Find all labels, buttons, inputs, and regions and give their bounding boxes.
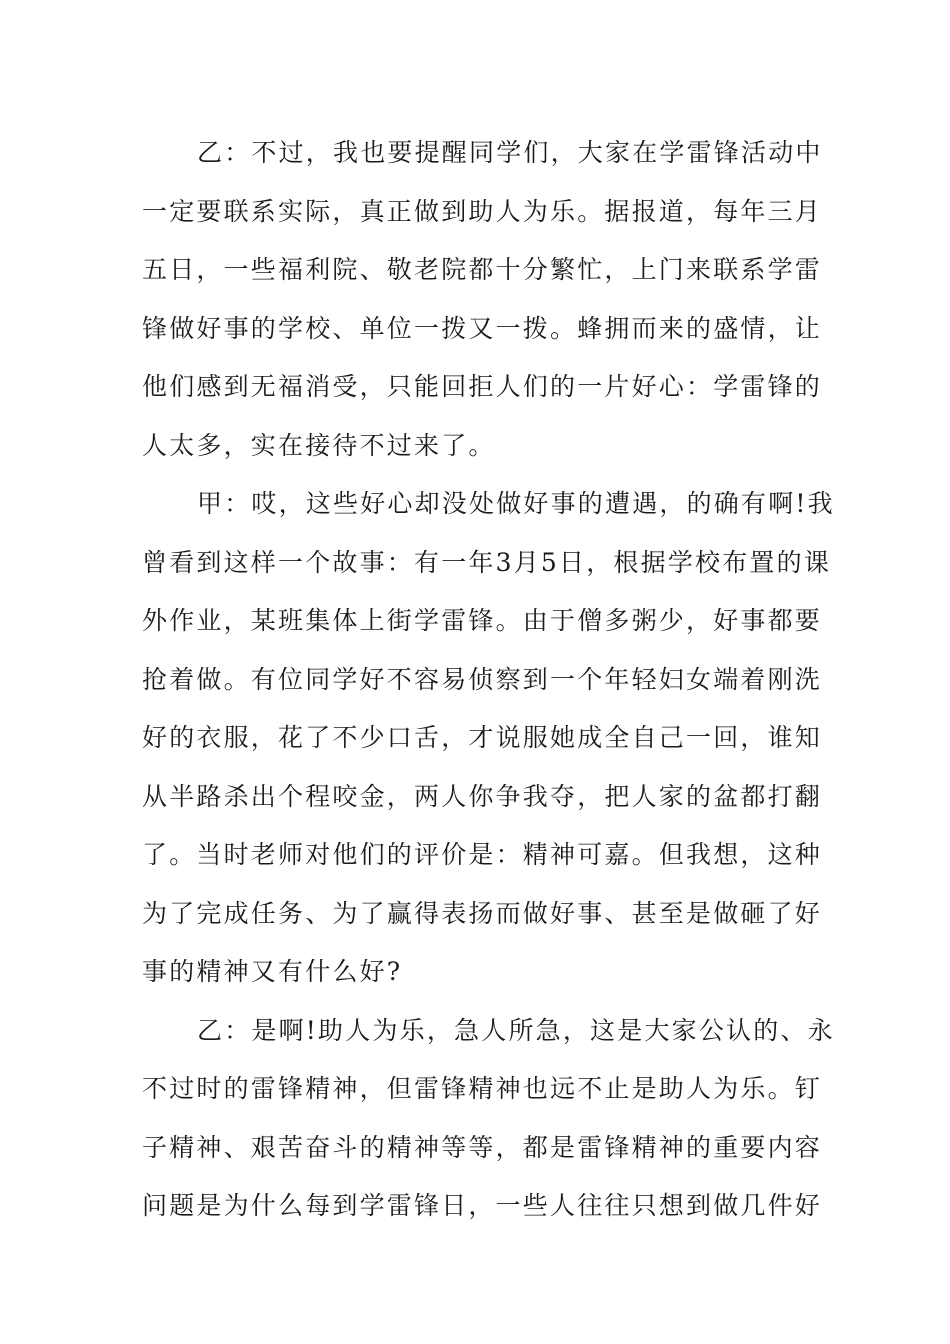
- text-line: 五日，一些福利院、敬老院都十分繁忙，上门来联系学雷: [142, 255, 823, 284]
- text-line: 好的衣服，花了不少口舌，才说服她成全自己一回，谁知: [142, 723, 823, 752]
- text-line: 一定要联系实际，真正做到助人为乐。据报道，每年三月: [142, 196, 823, 226]
- text-line: 了。当时老师对他们的评价是：精神可嘉。但我想，这种: [142, 840, 823, 869]
- text-line: 锋做好事的学校、单位一拨又一拨。蜂拥而来的盛情，让: [142, 313, 823, 343]
- text-line: 不过时的雷锋精神，但雷锋精神也远不止是助人为乐。钉: [142, 1074, 823, 1103]
- text-line: 外作业，某班集体上街学雷锋。由于僧多粥少，好事都要: [142, 606, 823, 635]
- text-line: 问题是为什么每到学雷锋日，一些人往往只想到做几件好: [142, 1191, 823, 1220]
- text-line: 人太多，实在接待不过来了。: [142, 430, 496, 460]
- text-line: 从半路杀出个程咬金，两人你争我夺，把人家的盆都打翻: [142, 781, 823, 811]
- text-line: 子精神、艰苦奋斗的精神等等，都是雷锋精神的重要内容: [142, 1132, 823, 1162]
- text-line: 曾看到这样一个故事：有一年3月5日，根据学校布置的课: [142, 547, 832, 577]
- text-line: 甲：哎，这些好心却没处做好事的遭遇，的确有啊!我: [197, 489, 835, 518]
- text-line: 乙：不过，我也要提醒同学们，大家在学雷锋活动中: [197, 138, 823, 167]
- text-line: 他们感到无福消受，只能回拒人们的一片好心：学雷锋的: [142, 372, 823, 401]
- text-line: 事的精神又有什么好?: [142, 957, 403, 986]
- document-body: [142, 124, 835, 1236]
- text-line: 为了完成任务、为了赢得表扬而做好事、甚至是做砸了好: [142, 898, 823, 928]
- text-line: 抢着做。有位同学好不容易侦察到一个年轻妇女端着刚洗: [142, 664, 823, 694]
- text-line: 乙：是啊!助人为乐，急人所急，这是大家公认的、永: [197, 1015, 835, 1045]
